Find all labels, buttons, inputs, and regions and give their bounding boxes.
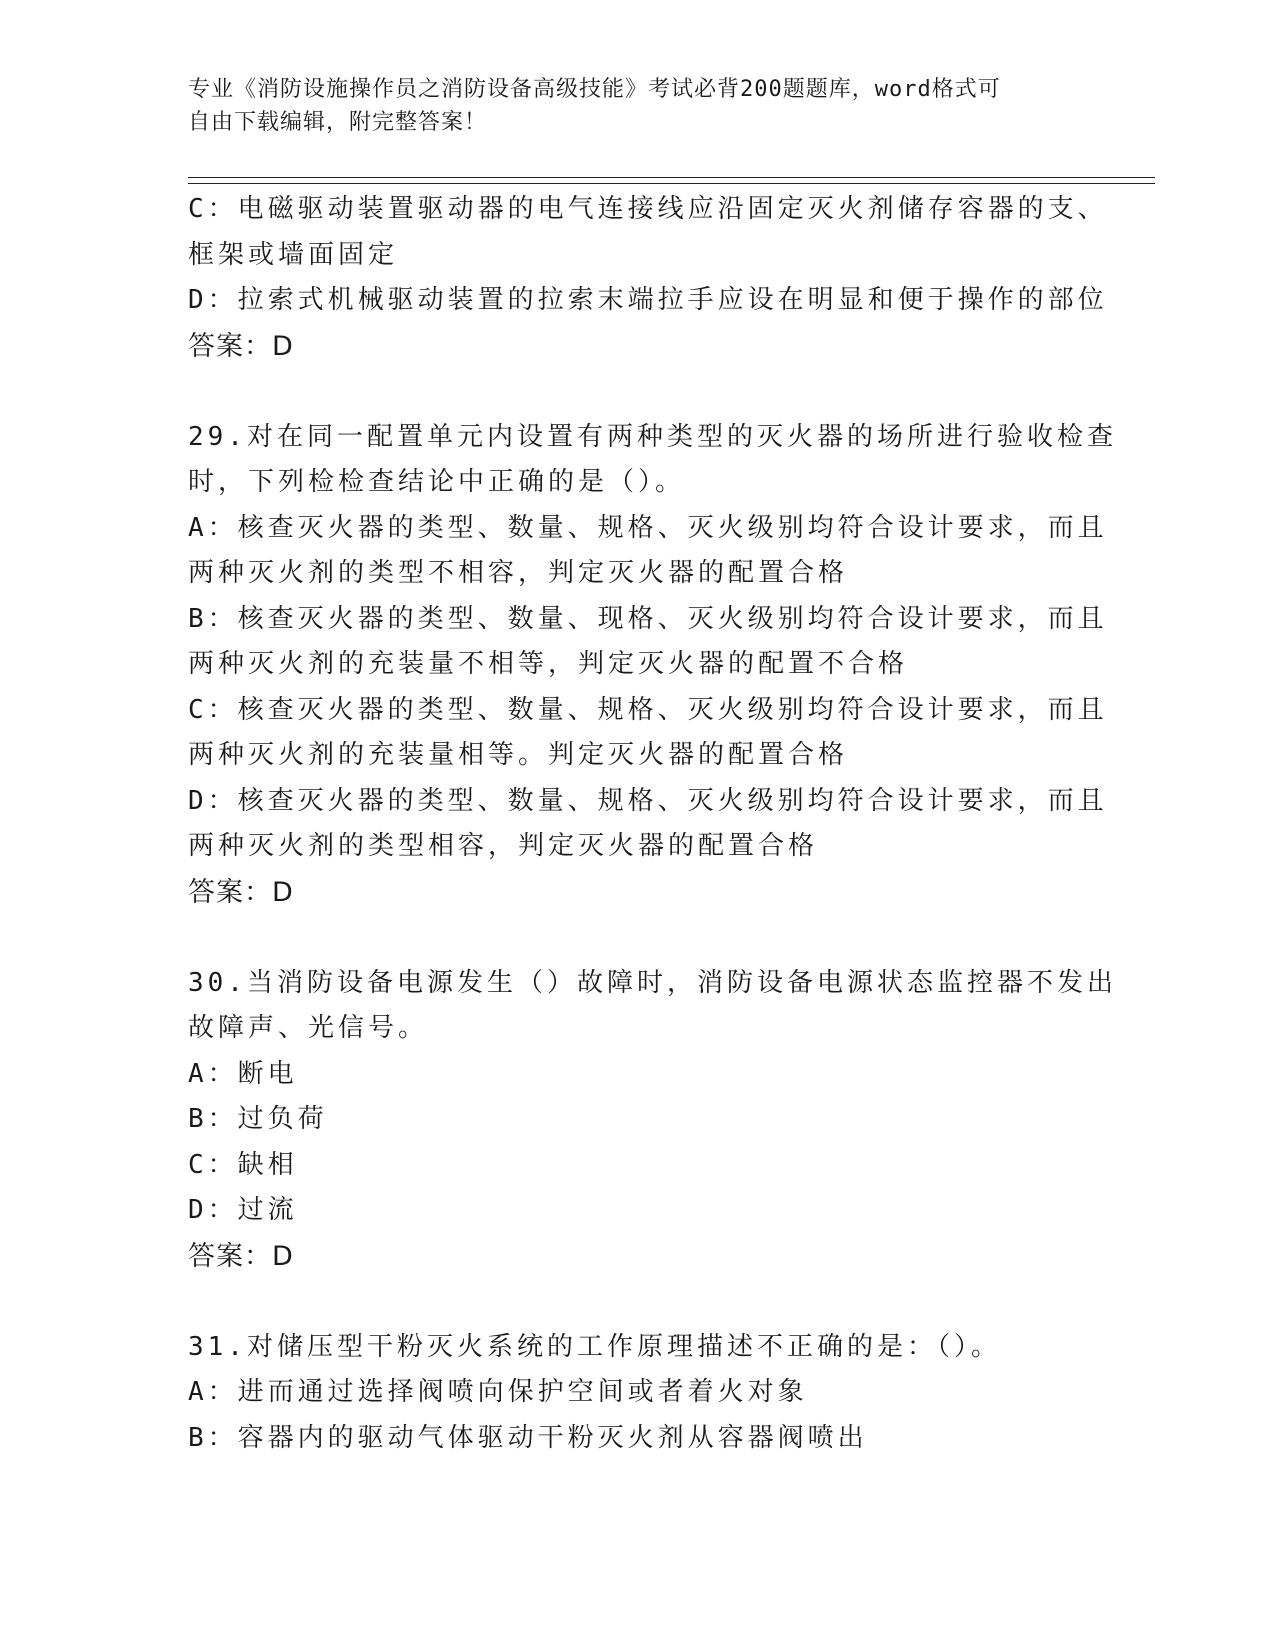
header-line-1: 专业《消防设施操作员之消防设备高级技能》考试必背200题题库，word格式可 [188, 77, 1001, 102]
header-divider-top [188, 177, 1155, 178]
option-b: B：容器内的驱动气体驱动干粉灭火剂从容器阀喷出 [188, 1422, 868, 1453]
answer-line: 答案：D [188, 876, 294, 908]
option-c [188, 187, 1108, 278]
option-line: 框架或墙面固定 [188, 239, 399, 270]
stem-line: 故障声、光信号。 [188, 1013, 429, 1043]
header-divider-bottom [188, 183, 1155, 184]
stem-line: 时，下列检检查结论中正确的是（）。 [188, 467, 686, 497]
stem-line: 30.当消防设备电源发生（）故障时，消防设备电源状态监控器不发出 [188, 967, 1117, 998]
question-block [188, 415, 1117, 916]
spacer [188, 369, 1088, 415]
option-line: 两种灭火剂的类型不相容，判定灭火器的配置合格 [188, 558, 849, 588]
header-line-2: 自由下载编辑，附完整答案！ [188, 110, 488, 135]
question-block [188, 961, 1117, 1280]
option-d: D：过流 [188, 1195, 298, 1225]
option-d [188, 278, 1108, 324]
question-stem [188, 415, 1117, 506]
option-b: B：过负荷 [188, 1104, 328, 1134]
question-list [188, 187, 1117, 1461]
option-line: C：电磁驱动装置驱动器的电气连接线应沿固定灭火剂储存容器的支、 [188, 194, 1108, 224]
option-line: C：核查灭火器的类型、数量、规格、灭火级别均符合设计要求，而且 [188, 694, 1108, 725]
question-block [188, 1325, 1088, 1462]
option-line: D：拉索式机械驱动装置的拉索末端拉手应设在明显和便于操作的部位 [188, 285, 1108, 315]
document-header [188, 73, 1068, 139]
answer-line: 答案：D [188, 330, 294, 362]
answer-line: 答案：D [188, 1240, 294, 1272]
spacer [188, 1279, 1088, 1325]
option-c [188, 688, 1108, 779]
option-line: 两种灭火剂的类型相容，判定灭火器的配置合格 [188, 831, 819, 861]
stem-line: 31.对储压型干粉灭火系统的工作原理描述不正确的是：（）。 [188, 1331, 1001, 1362]
question-stem [188, 961, 1117, 1052]
option-a [188, 506, 1108, 597]
question-stem [188, 1325, 1088, 1371]
option-line: 两种灭火剂的充装量不相等，判定灭火器的配置不合格 [188, 649, 909, 679]
spacer [188, 915, 1088, 961]
option-c: C：缺相 [188, 1149, 298, 1180]
option-d [188, 779, 1108, 870]
option-line: 两种灭火剂的充装量相等。判定灭火器的配置合格 [188, 740, 849, 770]
option-line: B：核查灭火器的类型、数量、现格、灭火级别均符合设计要求，而且 [188, 603, 1108, 634]
option-a: A：断电 [188, 1058, 298, 1089]
stem-line: 29.对在同一配置单元内设置有两种类型的灭火器的场所进行验收检查 [188, 421, 1117, 452]
question-block [188, 187, 1108, 369]
option-line: D：核查灭火器的类型、数量、规格、灭火级别均符合设计要求，而且 [188, 785, 1108, 816]
option-a: A：进而通过选择阀喷向保护空间或者着火对象 [188, 1377, 808, 1407]
option-line: A：核查灭火器的类型、数量、规格、灭火级别均符合设计要求，而且 [188, 512, 1108, 543]
option-b [188, 597, 1108, 688]
